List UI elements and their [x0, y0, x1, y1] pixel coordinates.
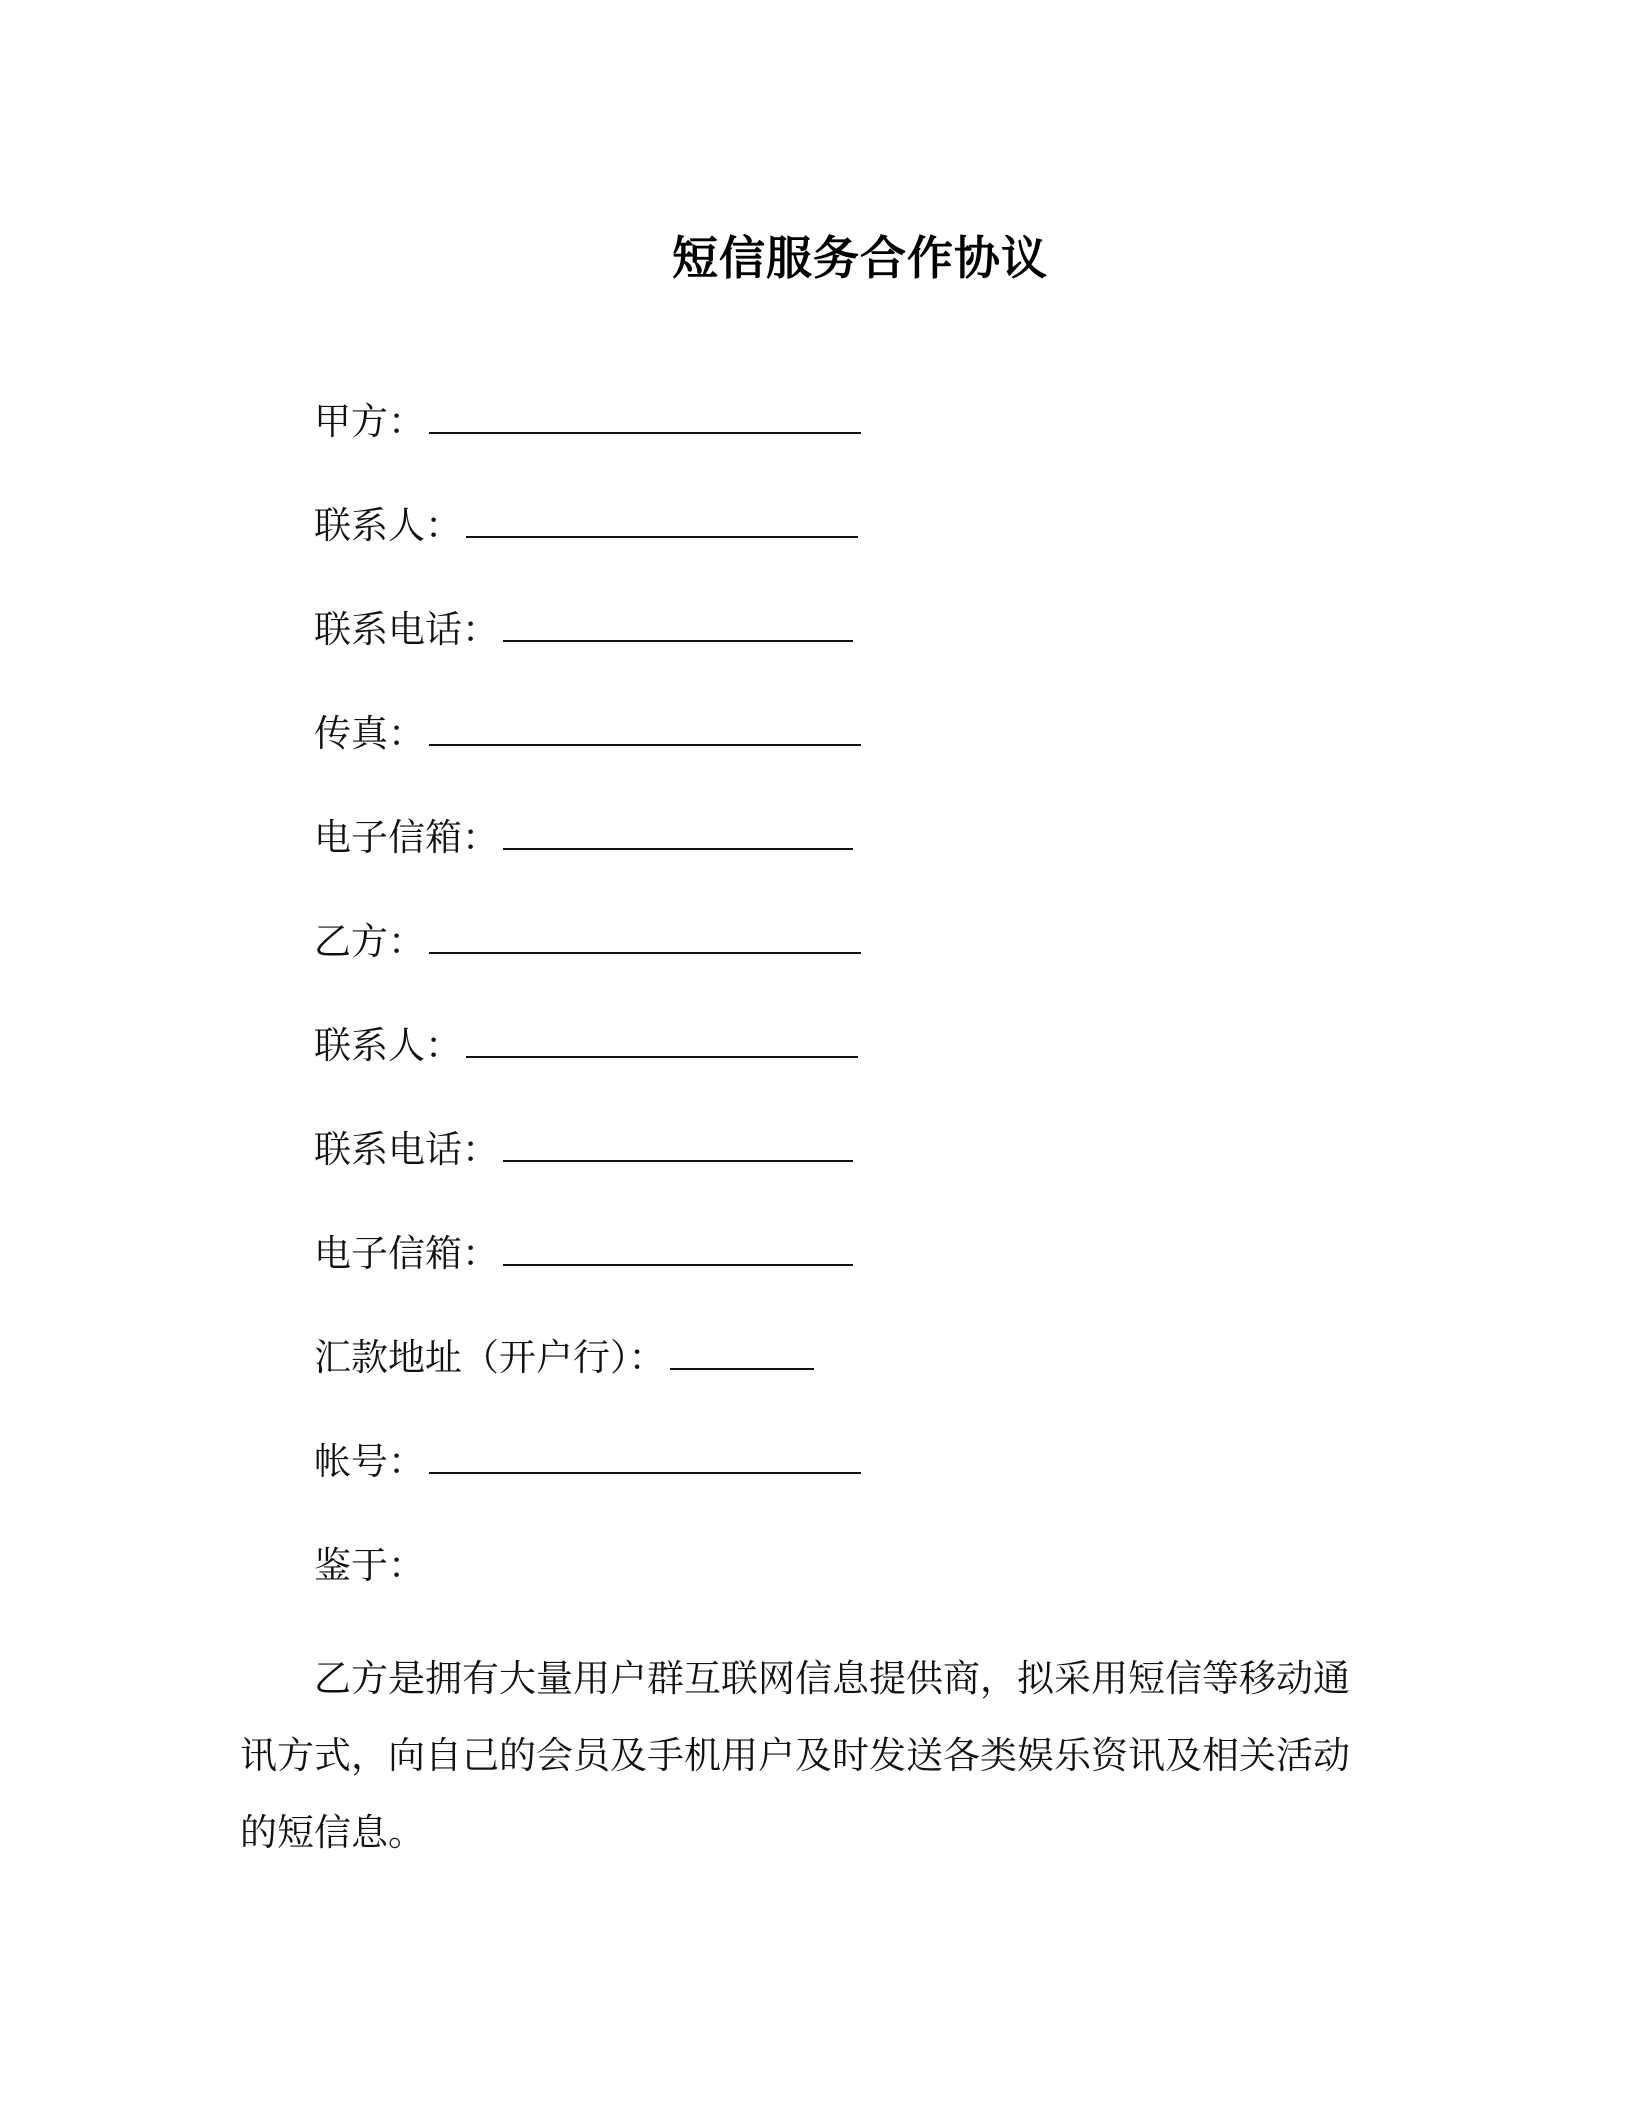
document-title: 短信服务合作协议 — [672, 231, 1048, 285]
field-label: 电子信箱： — [314, 816, 499, 859]
field-label: 鉴于： — [314, 1544, 425, 1587]
fill-in-blank — [429, 394, 861, 434]
party-a-contact-field — [314, 496, 1314, 600]
fill-in-blank — [503, 1226, 853, 1266]
fill-in-blank — [466, 498, 858, 538]
fill-in-blank — [670, 1330, 814, 1370]
party-b-phone-field — [314, 1120, 1314, 1224]
field-label: 甲方： — [314, 400, 425, 443]
field-label: 联系人： — [314, 1024, 462, 1067]
party-b-field — [314, 912, 1314, 1016]
party-a-fax-field — [314, 704, 1314, 808]
fill-in-blank — [503, 810, 853, 850]
whereas-label — [314, 1536, 1314, 1640]
party-b-contact-field — [314, 1016, 1314, 1120]
whereas-paragraph: 乙方是拥有大量用户群互联网信息提供商，拟采用短信等移动通讯方式，向自己的会员及手机用户及时发送各类娱乐资讯及相关活动的短信息。 — [240, 1657, 1350, 1854]
field-label: 汇款地址（开户行）： — [314, 1336, 666, 1379]
field-label: 传真： — [314, 712, 425, 755]
field-label: 电子信箱： — [314, 1232, 499, 1275]
field-label: 帐号： — [314, 1440, 425, 1483]
fill-in-blank — [429, 1434, 861, 1474]
field-label: 乙方： — [314, 920, 425, 963]
party-b-email-field — [314, 1224, 1314, 1328]
fill-in-blank — [503, 602, 853, 642]
party-info-fields — [314, 392, 1314, 1640]
fill-in-blank — [466, 1018, 858, 1058]
party-a-phone-field — [314, 600, 1314, 704]
field-label: 联系人： — [314, 504, 462, 547]
party-a-email-field — [314, 808, 1314, 912]
fill-in-blank — [429, 914, 861, 954]
field-label: 联系电话： — [314, 608, 499, 651]
field-label: 联系电话： — [314, 1128, 499, 1171]
fill-in-blank — [429, 706, 861, 746]
party-a-field — [314, 392, 1314, 496]
account-number-field — [314, 1432, 1314, 1536]
remittance-address-field — [314, 1328, 1314, 1432]
fill-in-blank — [503, 1122, 853, 1162]
